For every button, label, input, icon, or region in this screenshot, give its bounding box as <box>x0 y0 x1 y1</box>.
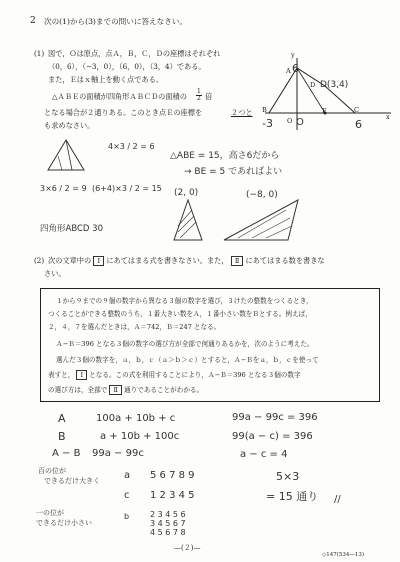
hand-result3: a − c = 4 <box>240 449 288 460</box>
sketch-triangle <box>44 138 104 174</box>
passage-line <box>48 370 301 380</box>
passage-line: つくることができる整数のうち，１番大きい数をＡ，１番小さい数をＢとする。例えば， <box>48 310 312 318</box>
hand-b-expr: a + 10b + 100c <box>100 431 180 442</box>
passage-text: 通りであることがわかる。 <box>123 386 204 394</box>
hand-b-row: 2 3 4 5 6 <box>150 510 186 519</box>
hand-note: できるだけ大きく <box>44 477 100 485</box>
hand-origin: O <box>296 117 304 128</box>
hand-result2: 99(a − c) = 396 <box>232 431 313 442</box>
print-code: ◇147(534—13) <box>322 552 365 558</box>
question-number: 2 <box>30 16 36 26</box>
hand-note: できるだけ小さい <box>36 519 92 527</box>
q2-text: にあてはまる数を書きな <box>245 256 325 265</box>
blank-ii: Ⅱ <box>109 385 121 395</box>
hand-a-row: 5 6 7 8 9 <box>150 470 195 481</box>
q2-text: 次の文章中の <box>48 256 92 265</box>
hand-calc3: (6+4)×3 / 2 = 15 <box>92 184 162 193</box>
hand-b-label: B <box>58 430 66 443</box>
q1-line: となる場合が２通りある。このとき点Ｅの座標を <box>44 108 203 117</box>
page-number: —(２)— <box>174 544 201 552</box>
hand-a6: 6 <box>292 62 299 75</box>
hand-calc1: 4×3 / 2 = 6 <box>108 142 155 151</box>
axis-x-label: x <box>386 113 390 121</box>
hand-b-row: 4 5 6 7 8 <box>150 528 186 537</box>
coordinate-figure <box>255 50 395 135</box>
hand-a-expr: 100a + 10b + c <box>96 413 176 424</box>
q2-text: にあてはまる式を書きなさい。また， <box>106 256 229 265</box>
hand-a-label: A <box>58 412 66 425</box>
hand-ab-expr: 99a − 99c <box>92 448 144 459</box>
point-c-label: C <box>354 106 359 114</box>
hand-answer-mark: // <box>334 494 341 505</box>
hand-b-row-label: b <box>124 512 130 521</box>
hand-eq1: △ABE = 15，高さ6だから <box>170 151 280 161</box>
passage-line: ２，４，７を選んだときは，Ａ＝742，Ｂ＝247 となる。 <box>48 323 221 331</box>
passage-line: １から９までの９個の数字から異なる３個の数字を選び，３けたの整数をつくるとき， <box>56 297 313 305</box>
fraction-den: 2 <box>197 95 201 102</box>
hand-note: 一の位が <box>36 509 64 517</box>
passage-text: となる。この式を利用することにより，Ａ−Ｂ＝396 となる３個の数字 <box>89 371 301 379</box>
origin-label: O <box>287 117 293 125</box>
hand-b-row: 3 4 5 6 7 <box>150 519 186 528</box>
q2-line1 <box>48 256 325 266</box>
blank-i: Ⅰ <box>76 370 87 380</box>
point-e-label: E <box>322 107 327 115</box>
hand-a-row-label: a <box>124 470 131 481</box>
q1-line: △ＡＢＥの面積が四角形ＡＢＣＤの面積の <box>52 92 187 101</box>
passage-line: 選んだ３個の数字を，ａ，ｂ，ｃ（ａ＞ｂ＞ｃ）とすると，Ａ−Ｂをａ，ｂ，ｃを使って <box>56 356 319 364</box>
fraction-num: 1 <box>197 88 201 95</box>
hand-eq2: → BE = 5 であればよい <box>184 167 283 177</box>
passage-line <box>48 385 203 395</box>
hand-point1: (2, 0) <box>174 188 199 198</box>
hand-c6: 6 <box>355 118 362 131</box>
q2-label: (2) <box>34 256 45 265</box>
sketch-shaded-triangles <box>168 196 318 246</box>
hand-answer: 5×3 <box>276 470 300 483</box>
axis-y-label: y <box>291 51 295 59</box>
hand-c-row: 1 2 3 4 5 <box>150 490 195 501</box>
hand-d34: D(3,4) <box>320 80 349 90</box>
hand-quad-area: 四角形ABCD 30 <box>40 224 103 234</box>
passage-text: の選び方は，全部で <box>48 386 108 394</box>
point-a-label: A <box>286 67 291 75</box>
hand-calc2: 3×6 / 2 = 9 <box>40 184 87 193</box>
point-b-label: B <box>262 106 267 114</box>
blank-i: Ⅰ <box>93 256 104 266</box>
q1-line: また，Ｅはｘ軸上を動く点である。 <box>48 75 164 84</box>
hand-c-row-label: c <box>124 490 130 501</box>
hand-point2: (−8, 0) <box>246 190 278 200</box>
hand-minus3: -3 <box>262 117 273 130</box>
blank-ii: Ⅱ <box>231 256 243 266</box>
q1-label: (1) <box>34 49 45 58</box>
q1-line: （0，6），（−3，0），（6，0），（3，4）である。 <box>48 62 206 71</box>
q1-line: 倍 <box>205 92 213 101</box>
hand-note: 百の位が <box>38 467 66 475</box>
passage-text: 表すと， <box>48 371 75 379</box>
hand-ab-label: A − B <box>52 448 81 459</box>
question-instruction: 次の(1)から(3)までの問いに答えなさい。 <box>44 17 188 26</box>
q1-line: 図で，Ｏは原点，点Ａ，Ｂ，Ｃ，Ｄの座標はそれぞれ <box>48 49 221 58</box>
q1-underline: ２つと <box>231 108 253 117</box>
passage-line: Ａ−Ｂ＝396 となる３個の数字の選び方が全部で何通りあるかを，次のように考えた。 <box>56 340 314 348</box>
hand-result1: 99a − 99c = 396 <box>232 412 318 423</box>
hand-answer: = 15 通り <box>266 490 319 503</box>
point-d-label: D <box>310 81 316 89</box>
q2-line2: さい。 <box>44 269 66 278</box>
q1-line: も求めなさい。 <box>44 121 95 130</box>
fraction-half <box>196 89 202 102</box>
